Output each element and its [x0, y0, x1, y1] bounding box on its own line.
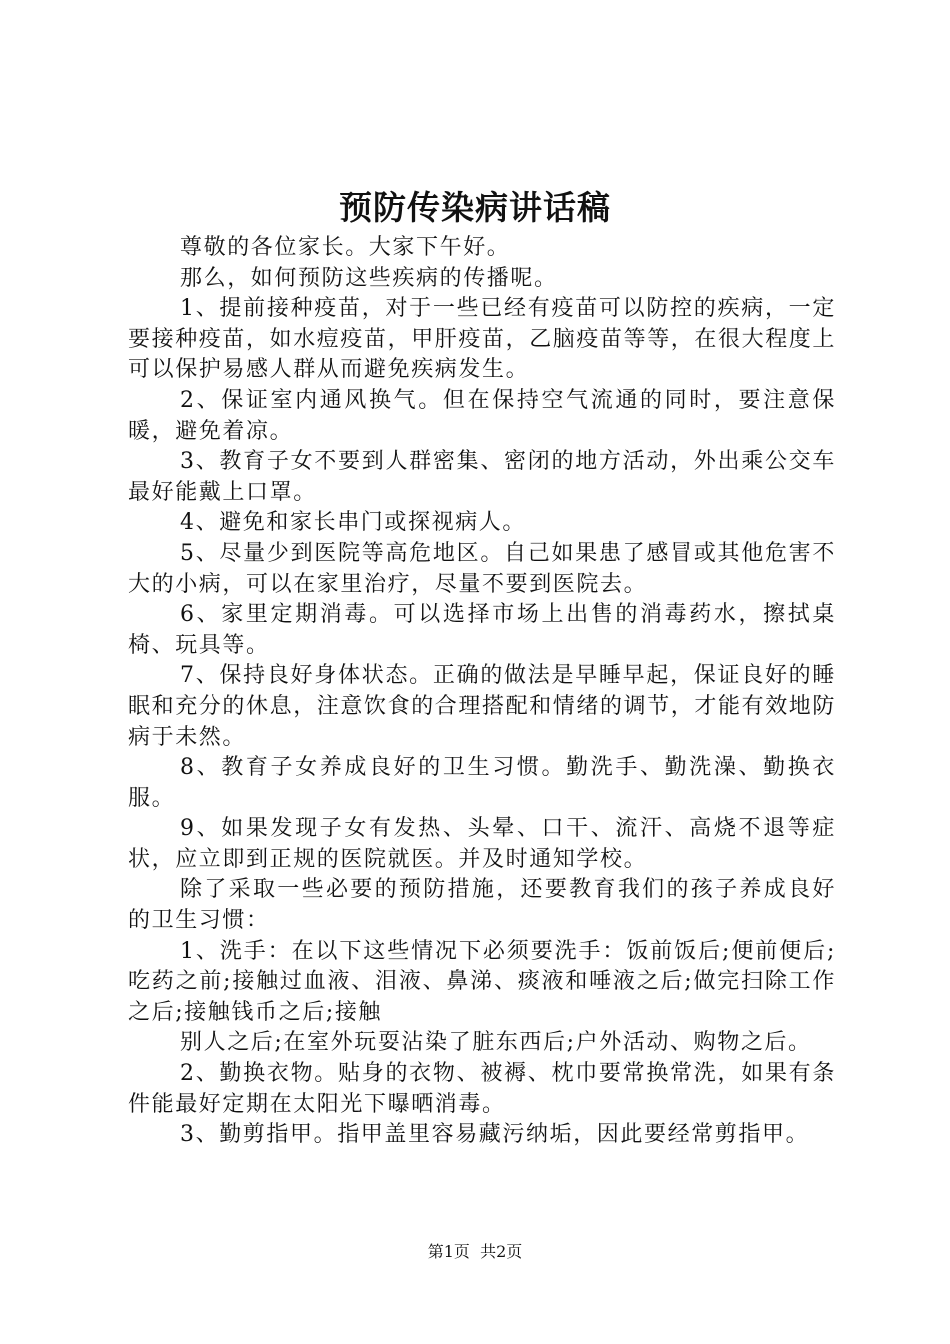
paragraph-measure-8: 8、教育子女养成良好的卫生习惯。勤洗手、勤洗澡、勤换衣服。: [128, 755, 836, 811]
paragraph-habit-2: 2、勤换衣物。贴身的衣物、被褥、枕巾要常换常洗，如果有条件能最好定期在太阳光下曝晒消毒。: [128, 1061, 836, 1117]
paragraph-intro-question: 那么，如何预防这些疾病的传播呢。: [180, 265, 558, 291]
paragraph-habits-intro: 除了采取一些必要的预防措施，还要教育我们的孩子养成良好的卫生习惯：: [128, 877, 836, 934]
paragraph-greeting: 尊敬的各位家长。大家下午好。: [180, 235, 511, 260]
paragraph-measure-4: 4、避免和家长串门或探视病人。: [180, 510, 526, 536]
paragraph-measure-5: 5、尽量少到医院等高危地区。自己如果患了感冒或其他危害不大的小病，可以在家里治疗，尽量不要到医院去。: [128, 540, 836, 597]
document-body: [128, 233, 836, 1151]
paragraph-measure-9: 9、如果发现子女有发热、头晕、口干、流汗、高烧不退等症状，应立即到正规的医院就医。并及时通知学校。: [128, 816, 836, 872]
paragraph-habit-1: 1、洗手：在以下这些情况下必须要洗手：饭前饭后;便前便后;吃药之前;接触过血液、泪液、鼻涕、痰液和唾液之后;做完扫除工作之后;接触钱币之后;接触: [128, 938, 836, 1025]
page-total: 共2页: [480, 1242, 523, 1261]
page-footer: [0, 1240, 950, 1264]
document-title: 预防传染病讲话稿: [339, 188, 611, 227]
paragraph-measure-6: 6、家里定期消毒。可以选择市场上出售的消毒药水，擦拭桌椅、玩具等。: [128, 602, 836, 658]
page-number: 第1页: [427, 1242, 470, 1261]
paragraph-habit-3: 3、勤剪指甲。指甲盖里容易藏污纳垢，因此要经常剪指甲。: [180, 1122, 810, 1148]
paragraph-measure-1: 1、提前接种疫苗，对于一些已经有疫苗可以防控的疾病，一定要接种疫苗，如水痘疫苗，甲肝疫苗，乙脑疫苗等等，在很大程度上可以保护易感人群从而避免疾病发生。: [128, 296, 837, 383]
paragraph-measure-2: 2、保证室内通风换气。但在保持空气流通的同时，要注意保暖，避免着凉。: [128, 387, 836, 444]
paragraph-measure-3: 3、教育子女不要到人群密集、密闭的地方活动，外出乘公交车最好能戴上口罩。: [128, 449, 836, 505]
paragraph-habit-1-continued: 别人之后;在室外玩耍沾染了脏东西后;户外活动、购物之后。: [180, 1030, 812, 1056]
paragraph-measure-7: 7、保持良好身体状态。正确的做法是早睡早起，保证良好的睡眠和充分的休息，注意饮食的合理搭配和情绪的调节，才能有效地防病于未然。: [128, 663, 837, 750]
